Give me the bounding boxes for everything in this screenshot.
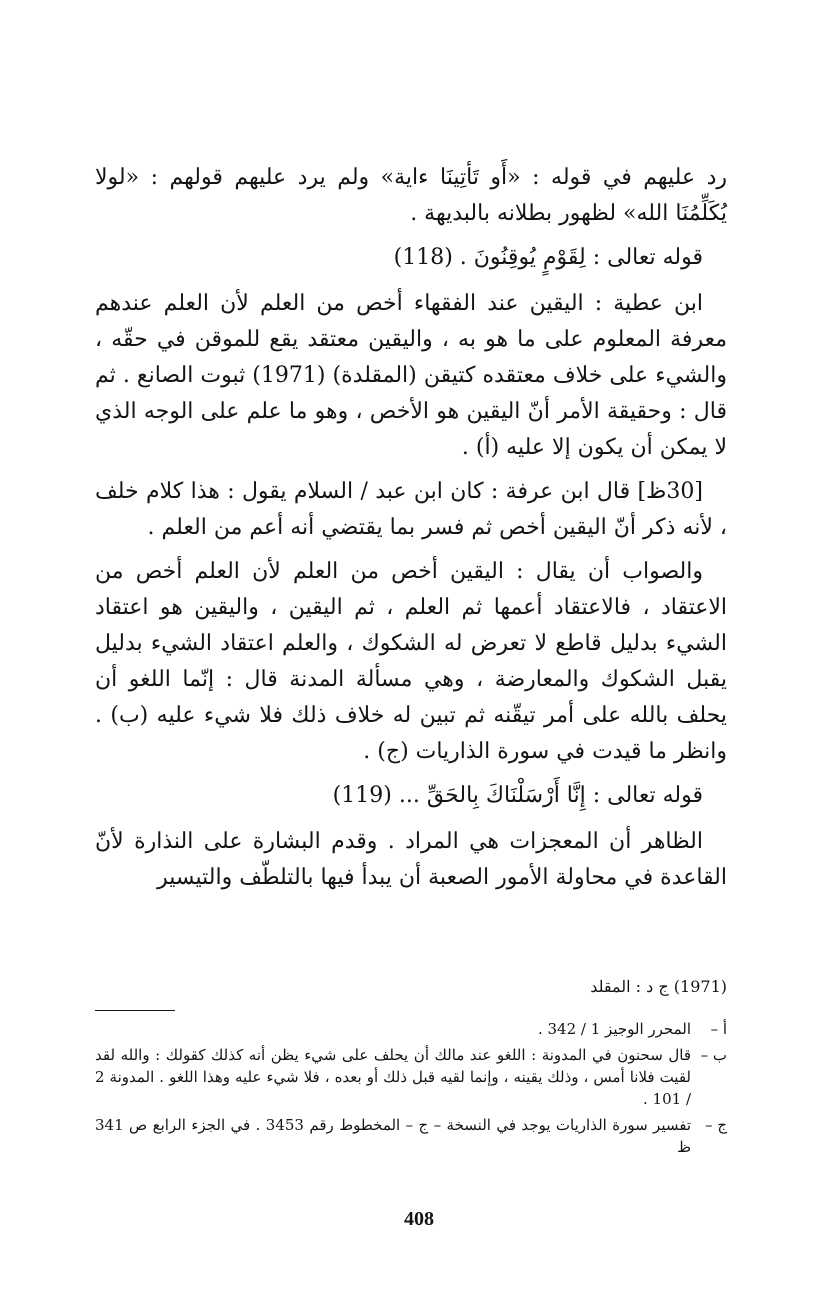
paragraph-ibn-arafa: [30ظ] قال ابن عرفة : كان ابن عبد / السلام يقول : هذا كلام خلف ، لأنه ذكر أنّ اليقين أخص ثم فسر بما يقتضي أنه أعم من العلم . (95, 479, 727, 540)
footnote-text: تفسير سورة الذاريات يوجد في النسخة – ج – المخطوط رقم 3453 . في الجزء الرابع ص 341 ظ (95, 1116, 691, 1156)
footnote-divider (95, 1010, 175, 1011)
paragraph-zahir: الظاهر أن المعجزات هي المراد . وقدم البشارة على النذارة لأنّ القاعدة في محاولة الأمور الصعبة أن يبدأ فيها بالتلطّف والتيسير (95, 829, 727, 890)
verse-118: قوله تعالى : لِقَوْمٍ يُوقِنُونَ . (118) (393, 245, 703, 270)
footnote-variant: (1971) ج د : المقلد (590, 977, 727, 996)
paragraph-sawab: والصواب أن يقال : اليقين أخص من العلم لأن العلم أخص من الاعتقاد ، فالاعتقاد أعمها ثم العلم ، ثم اليقين ، واليقين هو اعتقاد الشيء بدليل قاطع لا تعرض له الشكوك ، والعلم اعتقاد الشيء بدليل يقبل الشكوك والمعارضة ، وهي مسألة المدنة قال : إنّما اللغو أن يحلف بالله على أمر تيقّنه ثم تبين له خلاف ذلك فلا شيء عليه (ب) . وانظر ما قيدت في سورة الذاريات (ج) . (95, 559, 727, 764)
paragraph-1: رد عليهم في قوله : «أَو تَأتِينَا ءاية» ولم يرد عليهم قولهم : «لولا يُكَلِّمُنَا الله» لظهور بطلانه بالبديهة . (95, 165, 727, 226)
verse-119: قوله تعالى : إِنَّا أَرْسَلْنَاكَ بِالحَقِّ ... (119) (332, 783, 703, 808)
paragraph-ibn-atiyya: ابن عطية : اليقين عند الفقهاء أخص من العلم لأن العلم عندهم معرفة المعلوم على ما هو به ، واليقين معتقد يقع للموقن في حقّه ، والشيء على خلاف معتقده كتيقن (المقلدة) (1971) ثبوت الصانع . ثم قال : وحقيقة الأمر أنّ اليقين هو الأخص ، وهو ما علم على الوجه الذي لا يمكن أن يكون إلا عليه (أ) . (95, 291, 727, 460)
footnote-text: المحرر الوجيز 1 / 342 . (537, 1020, 691, 1038)
footnote-mark: ب – (700, 1046, 727, 1064)
footnote-mark: أ – (710, 1020, 727, 1038)
footnote-mark: ج – (705, 1116, 727, 1134)
footnote-alif (95, 1018, 727, 1040)
footnote-ba (95, 1044, 727, 1110)
footnotes (95, 1018, 727, 1162)
footnote-text: قال سحنون في المدونة : اللغو عند مالك أن يحلف على شيء يظن أنه كذلك كقولك : والله لقد لقيت فلانا أمس ، وذلك يقينه ، وإنما لقيه قبل ذلك أو بعده ، فلا شيء عليه وهذا اللغو . المدونة 2 / 101 . (95, 1046, 691, 1108)
footnote-jim (95, 1114, 727, 1158)
main-text (95, 160, 727, 904)
page-number: 408 (404, 1208, 434, 1230)
